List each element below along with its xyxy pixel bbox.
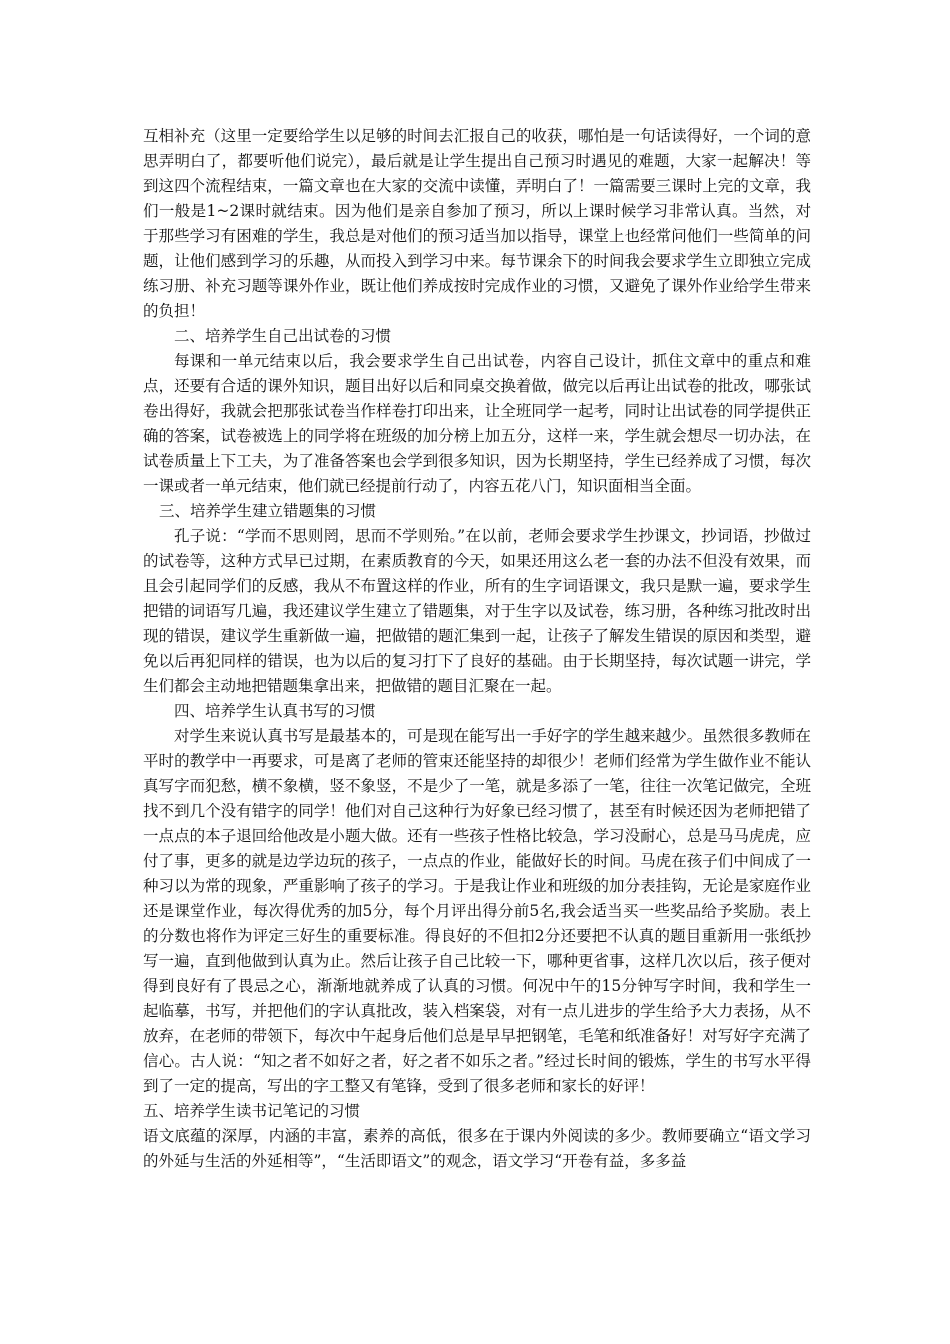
heading-section-4: 四、培养学生认真书写的习惯 bbox=[174, 702, 376, 720]
document-body bbox=[143, 124, 811, 1174]
paragraph-section-5: 语文底蕴的深厚，内涵的丰富，素养的高低，很多在于课内外阅读的多少。教师要确立“语文学习的外延与生活的外延相等”，“生活即语文”的观念，语文学习“开卷有益，多多益 bbox=[143, 1127, 811, 1170]
heading-section-2: 二、培养学生自己出试卷的习惯 bbox=[174, 327, 392, 345]
paragraph-intro-continuation: 互相补充（这里一定要给学生以足够的时间去汇报自己的收获，哪怕是一句话读得好，一个词的意思弄明白了，都要听他们说完），最后就是让学生提出自己预习时遇见的难题，大家一起解决！等到这四个流程结束，一篇文章也在大家的交流中读懂，弄明白了！一篇需要三课时上完的文章，我们一般是1~2课时就结束。因为他们是亲自参加了预习，所以上课时候学习非常认真。当然，对于那些学习有困难的学生，我总是对他们的预习适当加以指导，课堂上也经常问他们一些简单的问题，让他们感到学习的乐趣，从而投入到学习中来。每节课余下的时间我会要求学生立即独立完成练习册、补充习题等课外作业，既让他们养成按时完成作业的习惯，又避免了课外作业给学生带来的负担！ bbox=[143, 127, 811, 320]
heading-section-5: 五、培养学生读书记笔记的习惯 bbox=[143, 1102, 361, 1120]
paragraph-section-4: 对学生来说认真书写是最基本的，可是现在能写出一手好字的学生越来越少。虽然很多教师在平时的教学中一再要求，可是离了老师的管束还能坚持的却很少！老师们经常为学生做作业不能认真写字而犯愁，横不象横，竖不象竖，不是少了一笔，就是多添了一笔，往往一次笔记做完，全班找不到几个没有错字的同学！他们对自己这种行为好象已经习惯了，甚至有时候还因为老师把错了一点点的本子退回给他改是小题大做。还有一些孩子性格比较急，学习没耐心，总是马马虎虎，应付了事，更多的就是边学边玩的孩子，一点点的作业，能做好长的时间。马虎在孩子们中间成了一种习以为常的现象，严重影响了孩子的学习。于是我让作业和班级的加分表挂钩，无论是家庭作业还是课堂作业，每次得优秀的加5分，每个月评出得分前5名,我会适当买一些奖品给予奖励。表上的分数也将作为评定三好生的重要标准。得良好的不但扣2分还要把不认真的题目重新用一张纸抄写一遍，直到他做到认真为止。然后让孩子自己比较一下，哪种更省事，这样几次以后，孩子便对得到良好有了畏忌之心，渐渐地就养成了认真的习惯。何况中午的15分钟写字时间，我和学生一起临摹，书写，并把他们的字认真批改，装入档案袋，对有一点儿进步的学生给予大力表扬，从不放弃，在老师的带领下，每次中午起身后他们总是早早把钢笔，毛笔和纸准备好！对写好字充满了信心。古人说：“知之者不如好之者，好之者不如乐之者。”经过长时间的锻炼，学生的书写水平得到了一定的提高，写出的字工整又有笔锋，受到了很多老师和家长的好评！ bbox=[143, 727, 811, 1095]
heading-section-3: 三、培养学生建立错题集的习惯 bbox=[159, 502, 377, 520]
paragraph-section-2: 每课和一单元结束以后，我会要求学生自己出试卷，内容自己设计，抓住文章中的重点和难点，还要有合适的课外知识，题目出好以后和同桌交换着做，做完以后再让出试卷的批改，哪张试卷出得好，我就会把那张试卷当作样卷打印出来，让全班同学一起考，同时让出试卷的同学提供正确的答案，试卷被选上的同学将在班级的加分榜上加五分，这样一来，学生就会想尽一切办法，在试卷质量上下工夫，为了准备答案也会学到很多知识，因为长期坚持，学生已经养成了习惯，每次一课或者一单元结束，他们就已经提前行动了，内容五花八门，知识面相当全面。 bbox=[143, 352, 811, 495]
paragraph-section-3: 孔子说：“学而不思则罔，思而不学则殆。”在以前，老师会要求学生抄课文，抄词语，抄做过的试卷等，这种方式早已过期，在素质教育的今天，如果还用这么老一套的办法不但没有效果，而且会引起同学们的反感，我从不布置这样的作业，所有的生字词语课文，我只是默一遍，要求学生把错的词语写几遍，我还建议学生建立了错题集，对于生字以及试卷，练习册，各种练习批改时出现的错误，建议学生重新做一遍，把做错的题汇集到一起，让孩子了解发生错误的原因和类型，避免以后再犯同样的错误，也为以后的复习打下了良好的基础。由于长期坚持，每次试题一讲完，学生们都会主动地把错题集拿出来，把做错的题目汇聚在一起。 bbox=[143, 527, 811, 695]
